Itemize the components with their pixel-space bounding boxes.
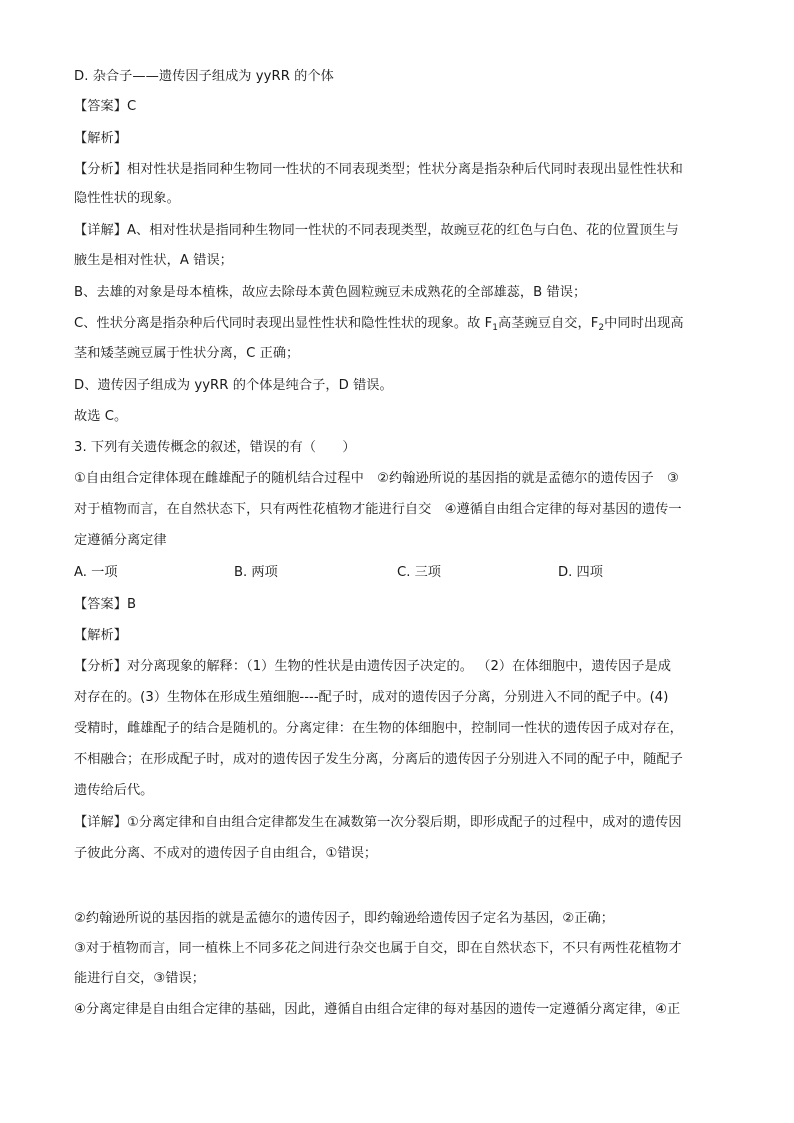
q2-fenxi-line1: [74, 161, 683, 179]
q3-statements-line1: ①自由组合定律体现在雌雄配子的随机结合过程中 ②约翰逊所说的基因指的就是孟德尔的遗传因子 ③: [74, 471, 679, 486]
q2-analysis-tag: 【解析】: [74, 131, 127, 146]
q2-conclusion: 故选 C。: [74, 409, 128, 424]
q3-fenxi-line3: 受精时，雌雄配子的结合是随机的。分离定律：在生物的体细胞中，控制同一性状的遗传因子成对存在，: [74, 721, 683, 736]
q3-point3-line2: 能进行自交，③错误；: [74, 971, 206, 986]
q3-statements-line3: 定遵循分离定律: [74, 533, 167, 548]
q2-c-explanation-line2: 茎和矮茎豌豆属于性状分离，C 正确；: [74, 346, 300, 361]
fenxi-text: 对分离现象的解释：（1）生物的性状是由遗传因子决定的。 （2）在体细胞中，遗传因子是成: [126, 659, 671, 674]
fenxi-text: 相对性状是指同种生物同一性状的不同表现类型；性状分离是指杂种后代同时表现出显性性状和: [126, 162, 683, 177]
xiangjie-tag: 【详解】: [74, 815, 127, 830]
q3-fenxi-line4: 不相融合；在形成配子时，成对的遗传因子发生分离，分离后的遗传因子分别进入不同的配子中，随配子: [74, 752, 683, 767]
q3-point3-line1: ③对于植物而言，同一植株上不同多花之间进行杂交也属于自交，即在自然状态下，不只有两性花植物才: [74, 941, 682, 956]
c-text-1: C、性状分离是指杂种后代同时表现出显性性状和隐性性状的现象。故 F: [74, 316, 493, 331]
q3-option-a: A. 一项: [74, 565, 118, 580]
q3-answer-line: [74, 596, 136, 614]
q2-xiangjie-line2: 腋生是相对性状，A 错误；: [74, 253, 233, 268]
q3-fenxi-line2: 对存在的。(3）生物体在形成生殖细胞----配子时，成对的遗传因子分离，分别进入不同的配子中。(4): [74, 690, 669, 705]
q3-analysis-tag: 【解析】: [74, 628, 127, 643]
xiangjie-tag: 【详解】: [74, 223, 127, 238]
q3-fenxi-line1: [74, 658, 671, 676]
answer-tag: 【答案】: [74, 99, 127, 114]
answer-value: B: [126, 597, 137, 612]
q2-option-d: D. 杂合子——遗传因子组成为 yyRR 的个体: [74, 69, 334, 84]
xiangjie-text: ①分离定律和自由组合定律都发生在减数第一次分裂后期，即形成配子的过程中，成对的遗传因: [126, 815, 682, 830]
fenxi-tag: 【分析】: [74, 162, 127, 177]
xiangjie-text: A、相对性状是指同种生物同一性状的不同表现类型，故豌豆花的红色与白色、花的位置顶生与: [126, 223, 679, 238]
q2-fenxi-line2: 隐性性状的现象。: [74, 191, 180, 206]
q3-point4-line1: ④分离定律是自由组合定律的基础，因此，遵循自由组合定律的每对基因的遗传一定遵循分离定律，④正: [74, 1002, 681, 1017]
q3-statements-line2: 对于植物而言，在自然状态下，只有两性花植物才能进行自交 ④遵循自由组合定律的每对基因的遗传一: [74, 502, 682, 517]
answer-value: C: [126, 99, 137, 114]
q3-xiangjie-line1: [74, 814, 682, 832]
q3-xiangjie-line2: 子彼此分离、不成对的遗传因子自由组合，①错误；: [74, 846, 378, 861]
answer-tag: 【答案】: [74, 597, 127, 612]
q2-d-explanation: D、遗传因子组成为 yyRR 的个体是纯合子，D 错误。: [74, 378, 393, 393]
q3-option-d: D. 四项: [558, 565, 603, 580]
c-text-2: 高茎豌豆自交，F: [498, 316, 599, 331]
q2-xiangjie-line1: [74, 222, 679, 240]
fenxi-tag: 【分析】: [74, 659, 127, 674]
q3-option-b: B. 两项: [234, 565, 278, 580]
subscript-1: 1: [492, 323, 499, 333]
q3-fenxi-line5: 遗传给后代。: [74, 783, 154, 798]
q2-c-explanation-line1: [74, 315, 684, 333]
q2-b-explanation: B、去雄的对象是母本植株，故应去除母本黄色圆粒豌豆未成熟花的全部雄蕊，B 错误；: [74, 285, 587, 300]
subscript-2: 2: [598, 323, 605, 333]
q3-option-c: C. 三项: [397, 565, 441, 580]
q3-point2: ②约翰逊所说的基因指的就是孟德尔的遗传因子，即约翰逊给遗传因子定名为基因，②正确；: [74, 911, 615, 926]
q3-stem: 3. 下列有关遗传概念的叙述，错误的有（ ）: [74, 440, 356, 455]
q2-answer-line: [74, 98, 136, 116]
c-text-3: 中同时出现高: [604, 316, 684, 331]
